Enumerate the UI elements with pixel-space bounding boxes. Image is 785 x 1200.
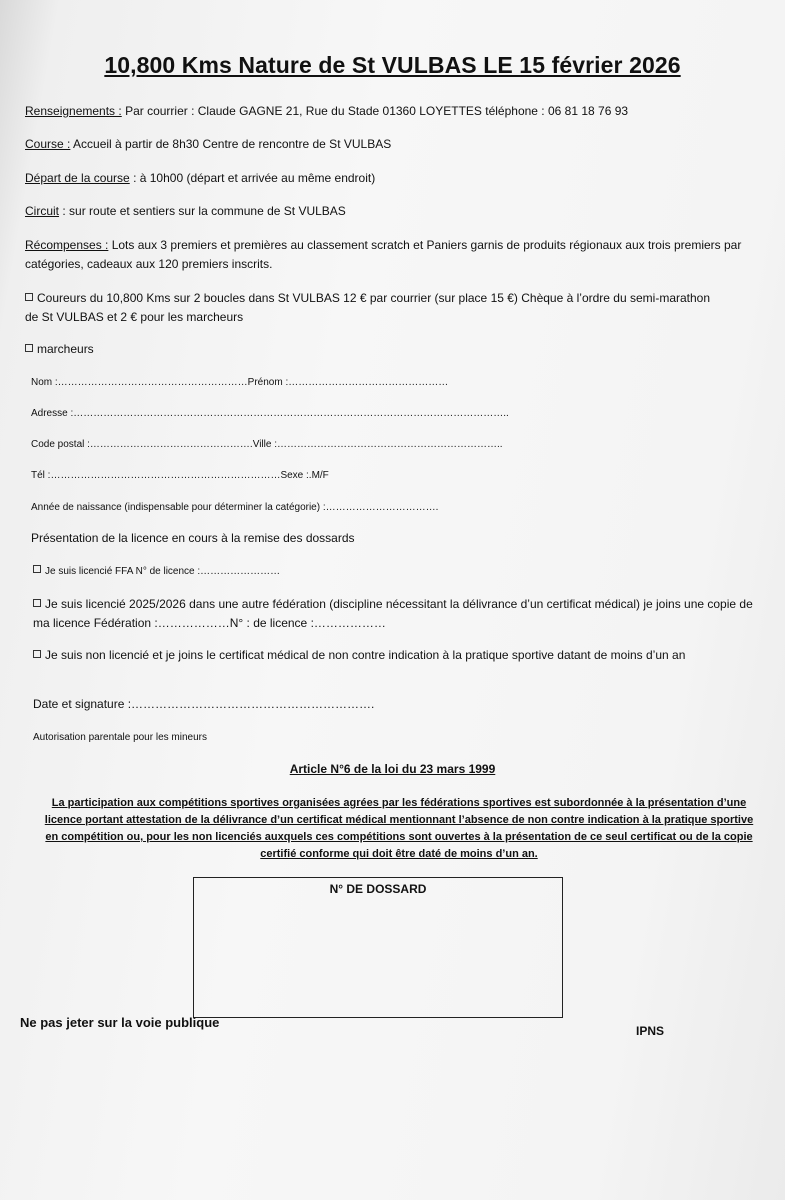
- course-text: Accueil à partir de 8h30 Centre de rencontre de St VULBAS: [70, 137, 392, 151]
- circuit-line: [25, 202, 346, 221]
- code-postal-ville-field[interactable]: Code postal :………………………………………….Ville :…………………………………………………………..: [31, 439, 503, 450]
- coureurs-checkbox[interactable]: [25, 293, 33, 301]
- ffa-checkbox[interactable]: [33, 565, 41, 573]
- article-title: Article N°6 de la loi du 23 mars 1999: [289, 762, 496, 776]
- course-label: Course :: [25, 137, 71, 151]
- option-marcheurs[interactable]: [25, 340, 94, 359]
- dossard-box: [193, 877, 563, 1018]
- annee-naissance-field[interactable]: Année de naissance (indispensable pour déterminer la catégorie) :…………………………….: [31, 502, 439, 513]
- marcheurs-text: marcheurs: [37, 342, 94, 356]
- circuit-label: Circuit: [25, 204, 60, 218]
- renseignements-text: Par courrier : Claude GAGNE 21, Rue du Stade 01360 LOYETTES téléphone : 06 81 18 76 93: [121, 104, 629, 118]
- adresse-field[interactable]: Adresse :…………………………………………………………………………………………………………………..: [31, 408, 509, 419]
- ffa-text: Je suis licencié FFA N° de licence :……………………: [45, 566, 281, 577]
- nom-prenom-field[interactable]: Nom :…………………………………………………Prénom :…………………………………………: [31, 377, 449, 388]
- tel-sexe-field[interactable]: Tél :……………………………………………………………Sexe :.M/F: [31, 470, 329, 481]
- article-body: La participation aux compétitions sportives organisées agrées par les fédérations sportives est subordonnée à la présentation d’une licence portant attestation de la délivrance d’un certificat médical mentionnant l’absence de non contre indication à la pratique sportive en compétition ou, pour les non licenciés auxquels ces compétitions sont ouvertes à la présentation de ce seul certificat ou de la copie certifié conforme qui doit être daté de moins d’un an.: [44, 797, 754, 860]
- autorisation-parentale: Autorisation parentale pour les mineurs: [33, 732, 207, 743]
- autre-federation-text: Je suis licencié 2025/2026 dans une autre fédération (discipline nécessitant la délivrance d’un certificat médical) je joins une copie de ma licence Fédération :………………N° : de licence :………………: [33, 597, 753, 630]
- depart-line: [25, 169, 375, 188]
- option-ffa[interactable]: [33, 562, 280, 581]
- footer-ipns: IPNS: [636, 1024, 665, 1038]
- page-title: 10,800 Kms Nature de St VULBAS LE 15 février 2026: [104, 52, 681, 78]
- autre-federation-checkbox[interactable]: [33, 599, 41, 607]
- renseignements-line: [25, 102, 628, 121]
- depart-label: Départ de la course: [25, 171, 130, 185]
- marcheurs-checkbox[interactable]: [25, 344, 33, 352]
- non-licencie-text: Je suis non licencié et je joins le certificat médical de non contre indication à la pratique sportive datant de moins d’un an: [45, 648, 686, 662]
- circuit-text: : sur route et sentiers sur la commune de St VULBAS: [59, 204, 346, 218]
- course-line: [25, 135, 391, 154]
- recompenses-label: Récompenses :: [25, 238, 109, 252]
- dossard-title: N° DE DOSSARD: [329, 882, 427, 896]
- option-autre-federation[interactable]: [33, 595, 753, 633]
- date-signature-field[interactable]: Date et signature :…………………………………………………….: [33, 697, 375, 711]
- recompenses-paragraph: [25, 236, 750, 274]
- coureurs-text: Coureurs du 10,800 Kms sur 2 boucles dans St VULBAS 12 € par courrier (sur place 15 €) Chèque à l’ordre du semi-marathon de St VULBAS et 2 € pour les marcheurs: [25, 291, 711, 324]
- depart-text: : à 10h00 (départ et arrivée au même endroit): [129, 171, 376, 185]
- footer-notice: Ne pas jeter sur la voie publique: [20, 1015, 220, 1030]
- option-coureurs[interactable]: [25, 289, 715, 327]
- presentation-licence: Présentation de la licence en cours à la remise des dossards: [31, 531, 355, 545]
- renseignements-label: Renseignements :: [25, 104, 122, 118]
- non-licencie-checkbox[interactable]: [33, 650, 41, 658]
- option-non-licencie[interactable]: [33, 646, 748, 665]
- recompenses-text: Lots aux 3 premiers et premières au classement scratch et Paniers garnis de produits régionaux aux trois premiers par catégories, cadeaux aux 120 premiers inscrits.: [25, 238, 742, 271]
